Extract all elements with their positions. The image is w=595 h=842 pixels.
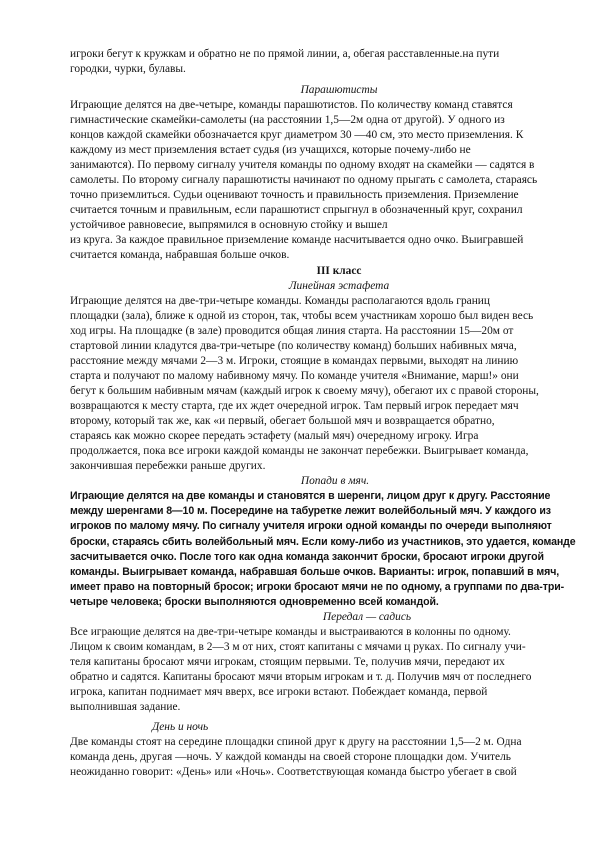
section-lineynaya-estafeta [70,264,544,474]
text-line: Две команды стоят на середине площадки спиной друг к другу на расстоянии 1,5—2 м. Одна [70,736,522,748]
text-line: расстояние между мячами 2—3 м. Игроки, стоящие в командах первыми, выходят на линию [70,355,519,367]
text-line: игроков по малому мячу. По сигналу учителя игроки одной команды по очереди выполняют [70,520,552,533]
text-line: Все играющие делятся на две-три-четыре команды и выстраиваются в колонны по одному. [70,626,511,638]
text-line: самолеты. По второму сигналу парашютисты начинают по одному прыгать с самолета, стараясь [70,174,538,186]
text-line: между шеренгами 8—10 м. Посередине на табуретке лежит волейбольный мяч. У каждого из [70,505,551,518]
text-line: закончившая перебежки раньше других. [70,460,266,472]
text-line: игроки бегут к кружкам и обратно не по прямой линии, а, обегая расставленные.на пути [70,48,500,60]
text-line: стартовой линии кладутся два-три-четыре (по количеству команд) больших набивных мяча, [70,340,517,352]
intro-paragraph [70,47,544,77]
section-heading: Передал — садись [322,611,412,623]
section-heading: Парашютисты [300,84,378,96]
text-line: из круга. За каждое правильное приземление команде насчитывается одно очко. Выигравшей [70,234,524,246]
section-heading: Линейная эстафета [288,280,390,292]
text-line: старта и получают по малому набивному мячу. По команде учителя «Внимание, марш!» они [70,370,519,382]
text-line: концов каждой скамейки обозначается круг диаметром 30 —40 см, это место приземления. К [70,129,524,141]
text-line: продолжается, пока все игроки каждой команды не закончат перебежки. Выигрывает команда, [70,445,529,457]
text-line: броски, стараясь сбить волейбольный мяч. Если кому-либо из участников, это удается, команде [70,535,576,548]
text-line: городки, чурки, булавы. [70,63,186,75]
text-line: команды. Выигрывает команда, набравшая больше очков. Варианты: игрок, попавший в мяч, [70,566,560,579]
text-line: считается команда, набравшая больше очков. [70,249,290,261]
text-line: Играющие делятся на две-четыре, команды парашютистов. По количеству команд ставятся [70,99,513,111]
section-parashyutisty [70,83,544,263]
section-heading: Попади в мяч. [300,475,370,487]
text-line: занимаются). По первому сигналу учителя команды по одному входят на скамейки — садятся в [70,159,535,171]
section-peredal-sadis [70,610,544,715]
text-line: считается точным и правильным, если парашютист спрыгнул в обозначенный круг, сохранил [70,204,523,216]
text-line: обратно и садятся. Капитаны бросают мячи вторым игрокам и т. д. Получив мяч от последнего [70,671,532,683]
text-line: второму, который так же, как «и первый, обегает большой мяч и возвращается обратно, [70,415,495,427]
text-line: бегут к большим набивным мячам (каждый игрок к своему мячу), обегают их с правой стороны, [70,385,539,397]
section-den-i-noch [70,720,544,780]
text-line: имеет право на повторный бросок; игроки бросают мячи не по одному, а группами по два-три- [70,581,565,594]
text-line: четыре человека; броски выполняются одновременно всей командой. [70,596,439,609]
text-line: игрока, капитан поднимает мяч вверх, все игроки встают. Побеждает команда, первой [70,686,488,698]
text-line: каждому из мест приземления встает судья (из учащихся, которые почему-либо не [70,144,471,156]
text-line: выполнившая задание. [70,701,181,713]
section-popadi-v-myach [70,474,576,611]
text-line: ход игры. На площадке (в зале) проводится общая линия старта. На расстоянии 15—20м от [70,325,514,337]
text-line: точно приземлиться. Судьи оценивают точность и правильность приземления. Приземление [70,189,519,201]
text-line: засчитывается очко. После того как одна команда закончит броски, бросают игроки другой [70,550,544,563]
text-line: площадки (зала), ближе к одной из сторон, так, чтобы всем участникам хорошо был виден весь [70,310,534,322]
text-line: теля капитаны бросают мячи игрокам, стоящим первыми. Те, получив мячи, передают их [70,656,505,668]
text-line: Лицом к своим командам, в 2—3 м от них, стоят капитаны с мячами ц руках. По сигналу учи- [70,641,526,653]
text-line: гимнастические скамейки-самолеты (на расстоянии 1,5—2м одна от другой). У одного из [70,114,505,126]
text-line: неожиданно говорит: «День» или «Ночь». Соответствующая команда быстро убегает в свой [70,766,517,778]
text-line: Играющие делятся на две команды и становятся в шеренги, лицом друг к другу. Расстояние [70,490,551,502]
text-line: устойчивое равновесие, выпрямился в основную стойку и вышел [70,219,388,231]
class-heading: III класс [316,265,362,277]
text-line: возвращаются к месту старта, где их ждет очередной игрок. Там первый игрок передает мяч [70,400,519,412]
text-line: стараясь как можно скорее передать эстафету (малый мяч) очередному игроку. Игра [70,430,479,442]
text-line: Играющие делятся на две-три-четыре команды. Команды располагаются вдоль границ [70,295,490,307]
text-line: команда день, другая —ночь. У каждой команды на своей стороне площадки дом. Учитель [70,751,511,763]
section-heading: День и ночь [152,721,209,733]
